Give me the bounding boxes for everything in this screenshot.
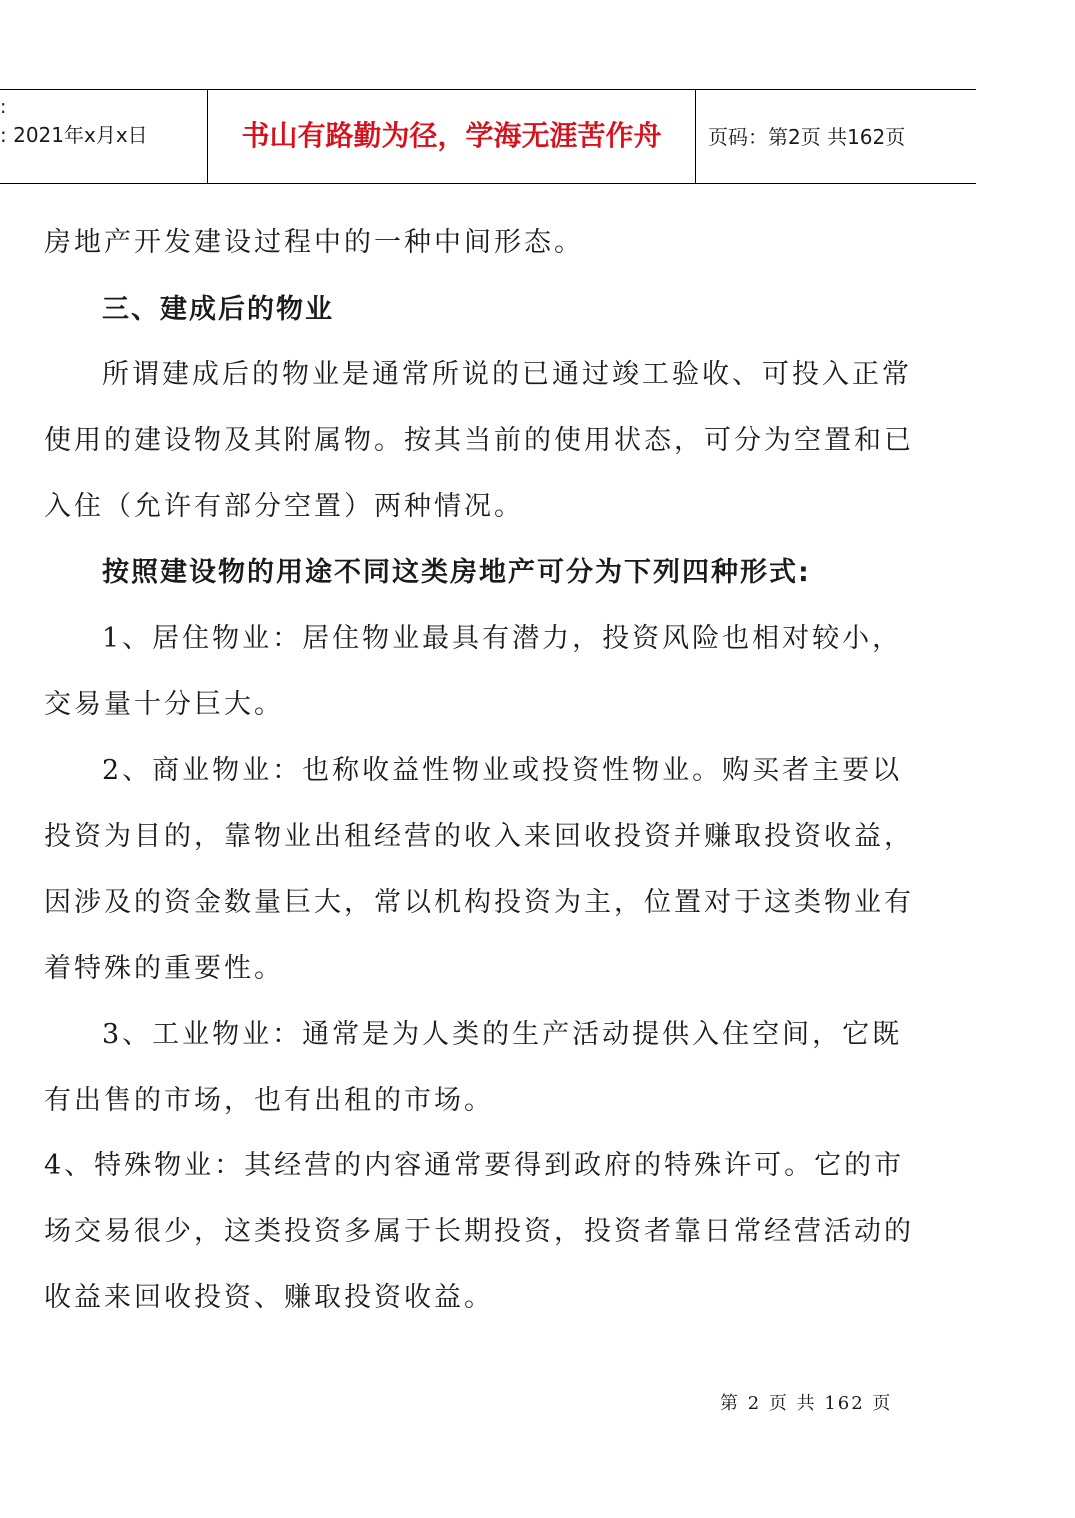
list-item-line: 1、居住物业：居住物业最具有潜力，投资风险也相对较小， [102, 623, 903, 654]
header-date-cell [0, 90, 207, 183]
page-header [0, 89, 976, 184]
list-item-line: 着特殊的重要性。 [44, 953, 284, 984]
header-colon: : [0, 96, 7, 118]
list-item-line: 2、商业物业：也称收益性物业或投资性物业。购买者主要以 [102, 755, 903, 786]
list-item-line: 交易量十分巨大。 [44, 689, 284, 720]
list-item-line: 收益来回收投资、赚取投资收益。 [44, 1282, 494, 1313]
header-page-cell [696, 90, 976, 183]
list-item-line: 场交易很少，这类投资多属于长期投资，投资者靠日常经营活动的 [44, 1216, 914, 1247]
header-motto-cell [207, 90, 696, 183]
list-item-line: 3、工业物业：通常是为人类的生产活动提供入住空间，它既 [102, 1019, 903, 1050]
paragraph-line: 使用的建设物及其附属物。按其当前的使用状态，可分为空置和已 [44, 425, 914, 456]
page-footer: 第 2 页 共 162 页 [720, 1393, 893, 1414]
header-date: : 2021年x月x日 [0, 123, 148, 147]
body-line: 房地产开发建设过程中的一种中间形态。 [44, 227, 584, 258]
bold-intro-line: 按照建设物的用途不同这类房地产可分为下列四种形式: [102, 557, 811, 588]
paragraph-line: 入住（允许有部分空置）两种情况。 [44, 491, 524, 522]
list-item-line: 因涉及的资金数量巨大，常以机构投资为主，位置对于这类物业有 [44, 887, 914, 918]
paragraph-line: 所谓建成后的物业是通常所说的已通过竣工验收、可投入正常 [102, 359, 912, 390]
list-item-line: 有出售的市场，也有出租的市场。 [44, 1085, 494, 1116]
section-heading: 三、建成后的物业 [102, 294, 334, 325]
header-page-code: 页码：第2页 共162页 [708, 125, 906, 149]
header-motto: 书山有路勤为径，学海无涯苦作舟 [241, 119, 662, 152]
list-item-line: 投资为目的，靠物业出租经营的收入来回收投资并赚取投资收益， [44, 821, 914, 852]
list-item-line: 4、特殊物业：其经营的内容通常要得到政府的特殊许可。它的市 [44, 1150, 905, 1181]
